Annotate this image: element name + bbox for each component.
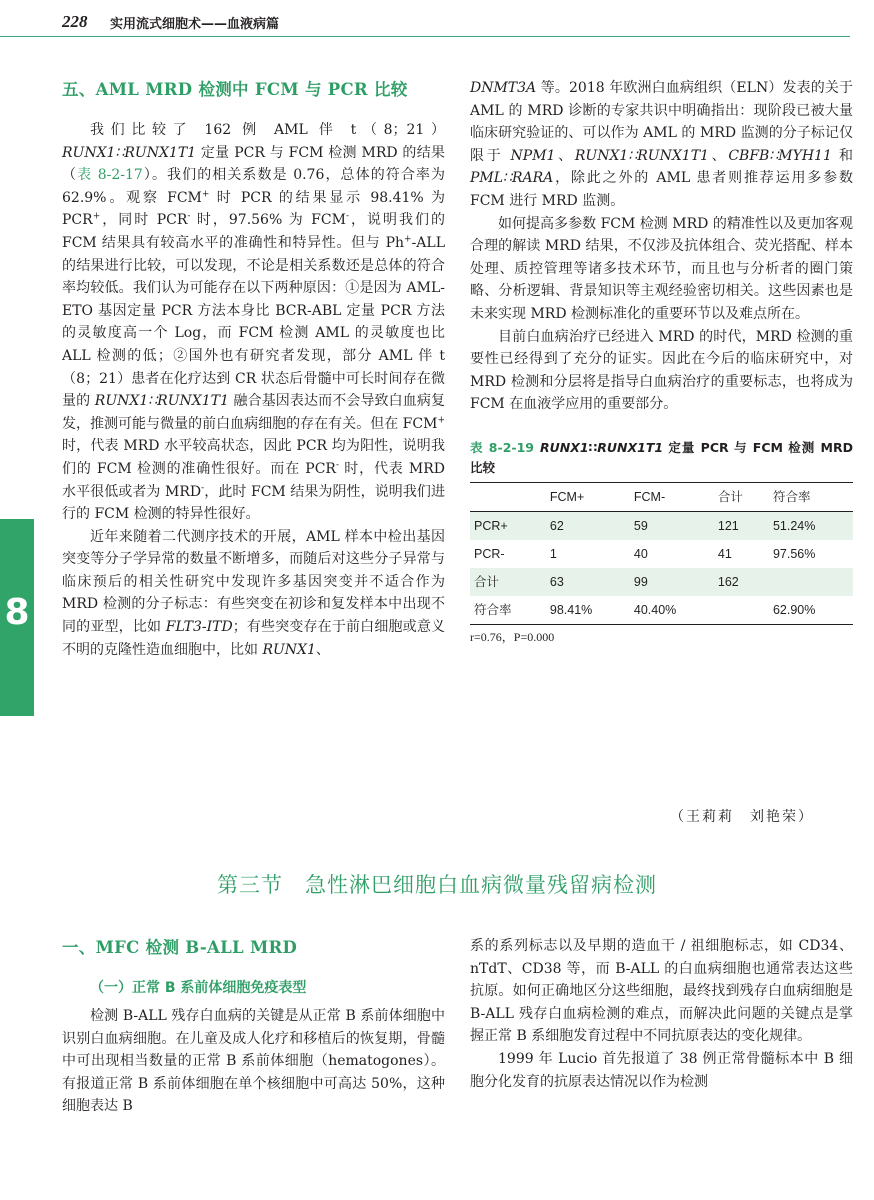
table-header-cell: 合计 — [717, 489, 743, 504]
chapter-tab — [0, 519, 34, 716]
comparison-table — [470, 482, 853, 625]
table-header-cell: 符合率 — [772, 489, 811, 504]
right-column-bottom — [470, 935, 853, 1093]
table-row: 合计 63 99 162 — [470, 568, 853, 596]
left-column-top — [62, 77, 445, 661]
section-heading: 五、AML MRD 检测中 FCM 与 PCR 比较 — [62, 80, 408, 99]
page-number: 228 — [62, 12, 88, 31]
sub-subsection-heading: （一）正常 B 系前体细胞免疫表型 — [90, 980, 307, 996]
chapter-number: 8 — [4, 592, 30, 633]
table-reference-link[interactable]: 表 8-2-17 — [77, 167, 143, 184]
table-caption: 表 8-2-19 RUNX1∷RUNX1T1 定量 PCR 与 FCM 检测 MRD 比较 — [470, 439, 853, 475]
table-header-cell: FCM- — [633, 489, 666, 504]
table-header-cell: FCM+ — [549, 489, 585, 504]
paragraph: 如何提高多参数 FCM 检测 MRD 的精准性以及更加客观合理的解读 MRD 结果，不仅涉及抗体组合、荧光搭配、样本处理、质控管理等诸多技术环节，而且也与分析者的圈门策略、分析逻辑、背景知识等主观经验密切相关。这些因素也是未来实现 MRD 检测标准化的重要环节以及难点所在。 — [470, 215, 853, 322]
paragraph: 我们比较了 162 例 AML 伴 t（8；21）RUNX1∷RUNX1T1 定量 PCR 与 FCM 检测 MRD 的结果（表 8-2-17）。我们的相关系数是 0.76，总体的符合率为 62.9%。观察 FCM+ 时 PCR 的结果显示 98.41% 为 PCR+，同时 PCR- 时，97.56% 为 FCM-，说明我们的 FCM 结果具有较高水平的准确性和特异性。但与 Ph+-ALL 的结果进行比较，可以发现，不论是相关系数还是总体的符合率均较低。我们认为可能存在以下两种原因：①是因为 AML-ETO 基因定量 PCR 方法本身比 BCR-ABL 定量 PCR 方法的灵敏度高一个 Log，而 FCM 检测 AML 的灵敏度也比 ALL 检测的低；②国外也有研究者发现，部分 AML 伴 t（8；21）患者在化疗达到 CR 状态后骨髓中可长时间存在微量的 RUNX1∷RUNX1T1 融合基因表达而不会导致白血病复发，推测可能与微量的前白血病细胞的存在有关。但在 FCM+ 时，代表 MRD 水平较高状态，因此 PCR 均为阳性，说明我们的 FCM 检测的准确性很好。而在 PCR- 时，代表 MRD 水平很低或者为 MRD-，此时 FCM 结果为阴性，说明我们进行的 FCM 检测的特异性很好。 — [62, 122, 446, 523]
subsection-heading: 一、MFC 检测 B-ALL MRD — [62, 938, 298, 957]
running-title: 实用流式细胞术——血液病篇 — [110, 17, 280, 32]
left-column-bottom — [62, 935, 445, 1118]
paragraph: 近年来随着二代测序技术的开展，AML 样本中检出基因突变等分子学异常的数量不断增多，而随后对这些分子异常与临床预后的相关性研究中发现许多基因突变并不适合作为 MRD 检测的分子标志：有些突变在初诊和复发样本中出现不同的亚型，比如 FLT3-ITD；有些突变存在于前白细胞或意义不明的克隆性造血细胞中，比如 RUNX1、 — [62, 528, 445, 658]
header-rule — [0, 36, 850, 37]
table-block — [470, 438, 853, 645]
paragraph: 检测 B-ALL 残存白血病的关键是从正常 B 系前体细胞中识别白血病细胞。在儿童及成人化疗和移植后的恢复期，骨髓中可出现相当数量的正常 B 系前体细胞（hematogones）。有报道正常 B 系前体细胞在单个核细胞中可高达 50%，这种细胞表达 B — [62, 1008, 445, 1115]
authors: （王莉莉 刘艳荣） — [670, 809, 814, 825]
paragraph: 目前白血病治疗已经进入 MRD 的时代，MRD 检测的重要性已经得到了充分的证实。因此在今后的临床研究中，对 MRD 检测和分层将是指导白血病治疗的重要标志，也将成为 FCM 在血液学应用的重要部分。 — [470, 328, 853, 413]
table-row: 符合率 98.41% 40.40% 62.90% — [470, 596, 853, 625]
table-row: PCR- 1 40 41 97.56% — [474, 546, 816, 561]
table-header-cell — [470, 482, 546, 511]
table-note: r=0.76，P=0.000 — [470, 629, 555, 644]
paragraph: 1999 年 Lucio 首先报道了 38 例正常骨髓标本中 B 细胞分化发育的抗原表达情况以作为检测 — [470, 1050, 853, 1090]
paragraph: 系的系列标志以及早期的造血干 / 祖细胞标志，如 CD34、nTdT、CD38 等，而 B-ALL 的白血病细胞也通常表达这些抗原。如何正确地区分这些细胞，最终找到残存白血病细胞是 B-ALL 残存白血病检测的难点，而解决此问题的关键点是掌握正常 B 系细胞发育过程中不同抗原表达的变化规律。 — [470, 938, 853, 1045]
page-header — [0, 0, 874, 38]
right-column-top — [470, 77, 853, 645]
table-header-row — [470, 482, 853, 511]
table-row: PCR+ 62 59 121 51.24% — [470, 511, 853, 540]
section-title: 第三节 急性淋巴细胞白血病微量残留病检测 — [217, 873, 657, 897]
paragraph: DNMT3A 等。2018 年欧洲白血病组织（ELN）发表的关于 AML 的 MRD 诊断的专家共识中明确指出：现阶段已被大量临床研究验证的、可以作为 AML 的 MRD 监测的分子标记仅限于 NPM1、RUNX1∷RUNX1T1、CBFB∷MYH11 和 PML∷RARA，除此之外的 AML 患者则推荐运用多参数 FCM 进行 MRD 监测。 — [470, 80, 854, 209]
